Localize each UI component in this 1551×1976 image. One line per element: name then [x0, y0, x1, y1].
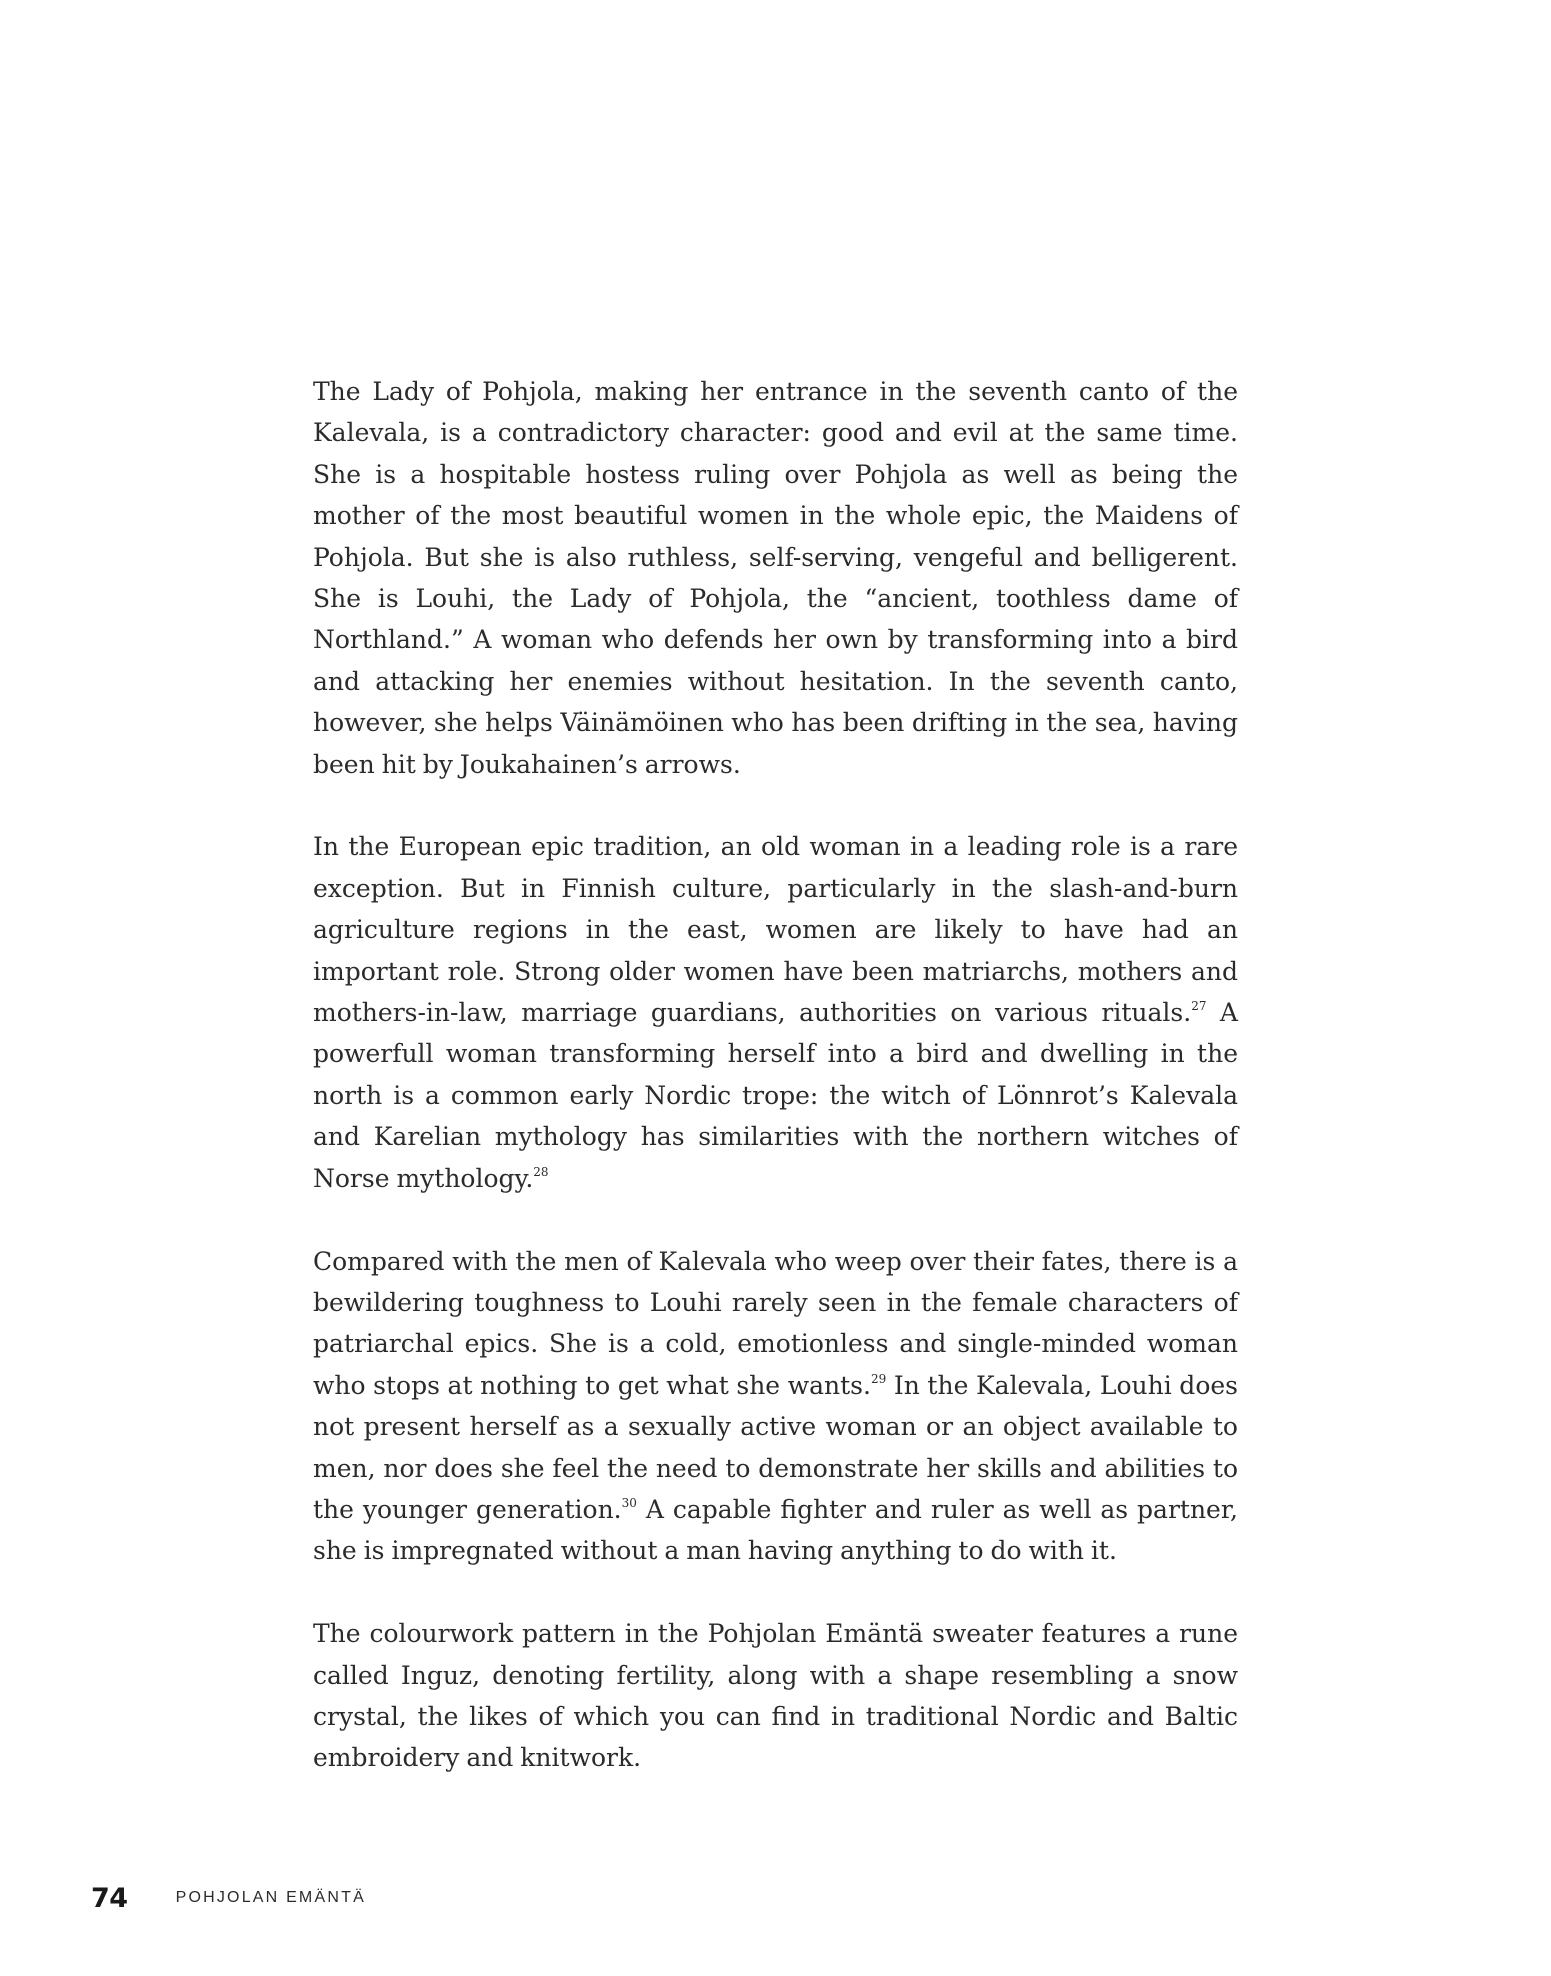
running-title: POHJOLAN EMÄNTÄ [175, 1889, 366, 1906]
footnote-ref[interactable]: 27 [1191, 999, 1207, 1014]
footnote-ref[interactable]: 29 [870, 1371, 887, 1386]
paragraph [313, 1613, 1238, 1779]
page-footer [91, 1878, 366, 1918]
page-number: 74 [91, 1882, 128, 1914]
text-run: In the Kalevala, Louhi does not present herself as a sexually active woman or an object available to men, nor does she feel the need to demonstrate her skills and abilities to the younger generation. [313, 1370, 1238, 1524]
footnote-ref[interactable]: 28 [533, 1164, 549, 1179]
text-run: The colourwork pattern in the Pohjolan Emäntä sweater features a rune called Inguz, denoting fertility, along with a shape resembling a snow crystal, the likes of which you can find in traditional Nordic and Baltic embroidery and knitwork. [313, 1619, 1238, 1773]
text-run: Compared with the men of Kalevala who weep over their fates, there is a bewildering toughness to Louhi rarely seen in the female characters of patriarchal epics. She is a cold, emotionless and single-minded woman who stops at nothing to get what she wants. [313, 1246, 1238, 1400]
paragraph [313, 826, 1238, 1199]
footnote-ref[interactable]: 30 [621, 1495, 637, 1510]
body-text [313, 371, 1238, 1779]
paragraph [313, 371, 1238, 785]
text-run: A powerfull woman transforming herself into a bird and dwelling in the north is a common early Nordic trope: the witch of Lönnrot’s Kalevala and Karelian mythology has similarities with the northern witches of Norse mythology. [313, 998, 1238, 1193]
text-run: A capable fighter and ruler as well as partner, she is impregnated without a man having anything to do with it. [313, 1494, 1238, 1566]
paragraph [313, 1241, 1238, 1572]
text-run: The Lady of Pohjola, making her entrance in the seventh canto of the Kalevala, is a contradictory character: good and evil at the same time. She is a hospitable hostess ruling over Pohjola as well as being the mother of the most beautiful women in the whole epic, the Maidens of Pohjola. But she is also ruthless, self-serving, vengeful and belligerent. She is Louhi, the Lady of Pohjola, the “ancient, toothless dame of Northland.” A woman who defends her own by transforming into a bird and attacking her enemies without hesitation. In the seventh canto, however, she helps Väinämöinen who has been drifting in the sea, having been hit by Joukahainen’s arrows. [313, 377, 1238, 779]
text-run: In the European epic tradition, an old woman in a leading role is a rare exception. But in Finnish culture, particularly in the slash-and-burn agriculture regions in the east, women are likely to have had an important role. Strong older women have been matriarchs, mothers and mothers-in-law, marriage guardians, authorities on various rituals. [313, 832, 1238, 1028]
